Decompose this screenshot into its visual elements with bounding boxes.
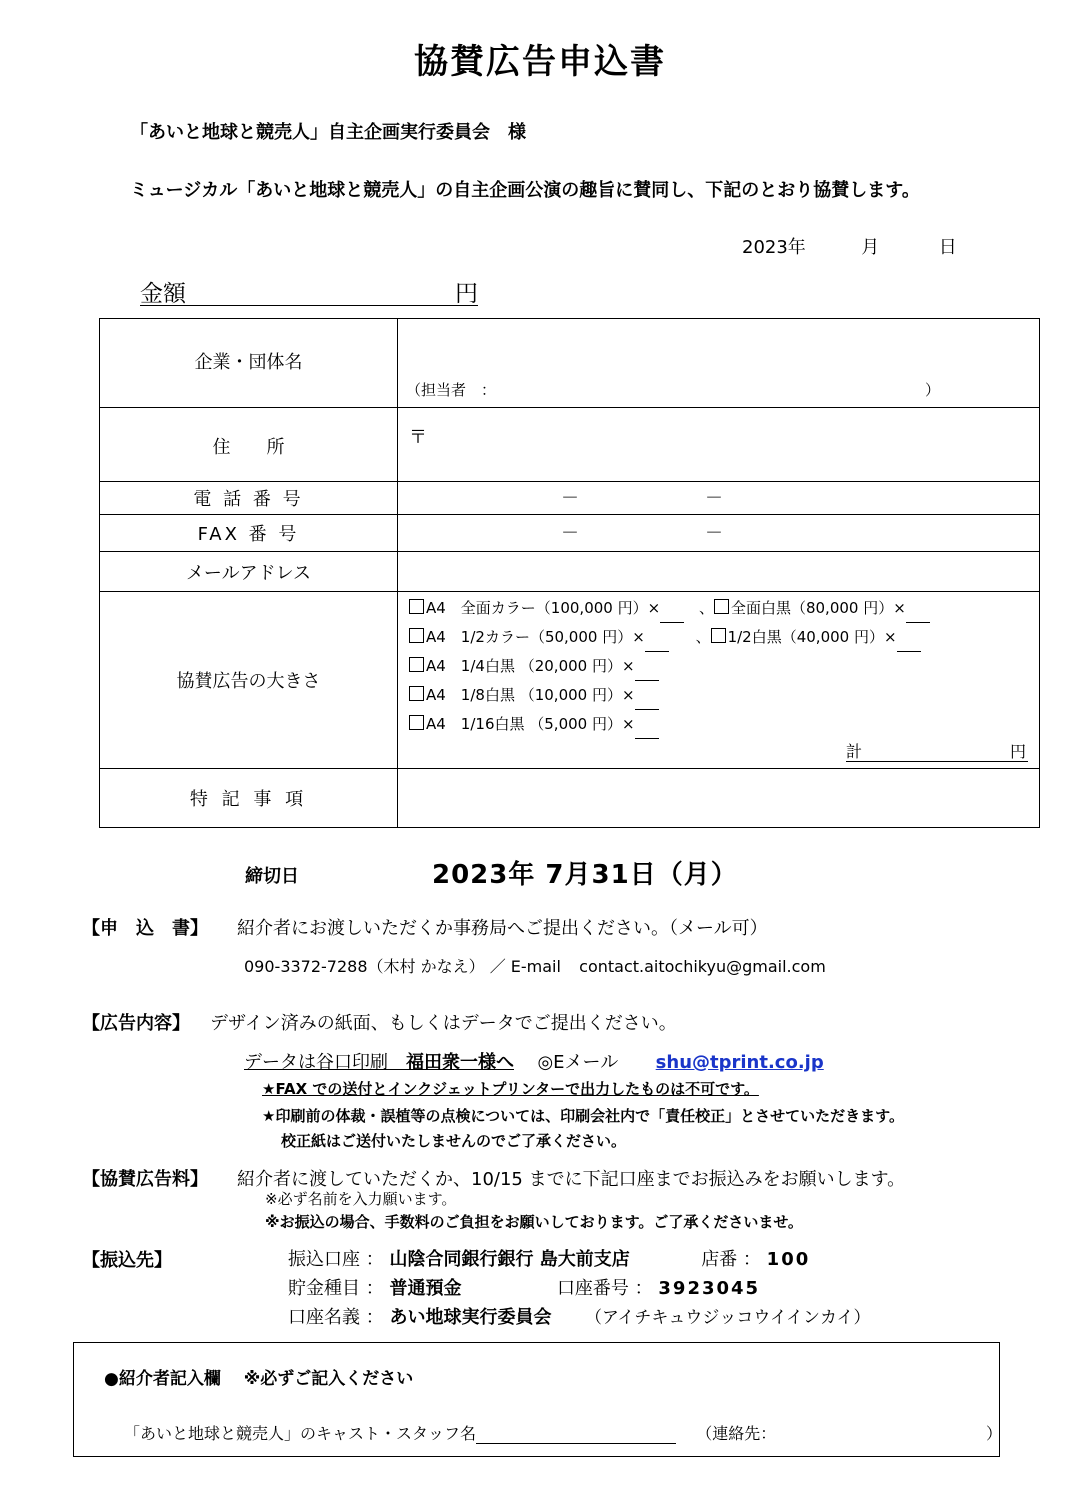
checkbox-icon[interactable] xyxy=(714,599,729,614)
checkbox-icon[interactable] xyxy=(409,715,424,730)
size-option-label: A4 全面カラー（100,000 円）× xyxy=(426,599,661,617)
fax-label: FAX 番 号 xyxy=(197,524,300,545)
remarks-label: 特 記 事 項 xyxy=(189,789,308,810)
total-unit: 円 xyxy=(1009,742,1026,761)
fee-note-2: ※お振込の場合、手数料のご負担をお願いしております。ご了承くださいませ。 xyxy=(265,1213,803,1231)
data-to-prefix: データは谷口印刷 福田衆一様へ xyxy=(244,1052,514,1073)
note-proof-2: 校正紙はご送付いたしませんのでご了承ください。 xyxy=(281,1132,627,1150)
account-type: 普通預金 xyxy=(389,1278,462,1299)
checkbox-icon[interactable] xyxy=(711,628,726,643)
referrer-title: ●紹介者記入欄 ※必ずご記入ください xyxy=(104,1369,414,1389)
contact-prefix: （連絡先： xyxy=(696,1424,777,1443)
email-field[interactable] xyxy=(398,552,1040,592)
amount-field[interactable] xyxy=(140,275,478,306)
size-option-label: 全面白黒（80,000 円）× xyxy=(730,599,906,617)
phone-label: 電 話 番 号 xyxy=(193,489,304,510)
address-field[interactable] xyxy=(398,408,1040,482)
fax-field[interactable] xyxy=(398,515,1040,552)
fax-dash-1: － xyxy=(561,523,579,544)
fax-dash-2: － xyxy=(705,523,723,544)
printer-email-link[interactable]: shu@tprint.co.jp xyxy=(655,1052,824,1073)
application-head: 【申 込 書】 xyxy=(82,918,208,939)
company-field[interactable] xyxy=(398,319,1040,408)
ad-content-text: デザイン済みの紙面、もしくはデータでご提出ください。 xyxy=(210,1013,677,1034)
email-prefix: ◎Eメール xyxy=(537,1052,619,1073)
quantity-blank[interactable] xyxy=(635,724,659,739)
addressee: 「あいと地球と競売人」自主企画実行委員会 様 xyxy=(130,122,526,143)
referrer-box xyxy=(73,1342,1003,1457)
size-option-row xyxy=(398,652,1039,681)
referrer-row xyxy=(124,1421,776,1444)
transfer-row-1 xyxy=(288,1245,810,1271)
transfer-row-2 xyxy=(288,1274,760,1300)
fax-label-cell xyxy=(100,515,398,552)
application-contact xyxy=(244,954,826,977)
date-day: 日 xyxy=(938,237,957,258)
note-fax: ★FAX での送付とインクジェットプリンターで出力したものは不可です。 xyxy=(262,1080,759,1098)
checkbox-icon[interactable] xyxy=(409,657,424,672)
size-option-label: A4 1/16白黒 （5,000 円）× xyxy=(426,715,635,733)
checkbox-icon[interactable] xyxy=(409,628,424,643)
size-label: 協賛広告の大きさ xyxy=(176,671,321,692)
size-option-row xyxy=(398,594,1039,623)
company-label: 企業・団体名 xyxy=(194,352,303,373)
deadline-value: 2023年 7月31日（月） xyxy=(432,860,738,890)
size-label-cell xyxy=(100,592,398,769)
address-label-cell xyxy=(100,408,398,482)
quantity-blank[interactable] xyxy=(645,637,669,652)
branch-number: 100 xyxy=(766,1249,811,1270)
account-holder-kana: （アイチキュウジッコウイインカイ） xyxy=(584,1308,871,1328)
remarks-label-cell xyxy=(100,769,398,828)
deadline-label: 締切日 xyxy=(245,866,299,887)
size-option-label: A4 1/2カラー（50,000 円）× xyxy=(426,628,645,646)
contact-suffix: ） xyxy=(986,1424,1003,1443)
address-label: 住 所 xyxy=(212,436,285,458)
checkbox-icon[interactable] xyxy=(409,686,424,701)
remarks-field[interactable] xyxy=(398,769,1040,828)
cast-label: 「あいと地球と競売人」のキャスト・スタッフ名 xyxy=(124,1424,477,1443)
contact-person-suffix: ） xyxy=(925,381,941,399)
separator: 、 xyxy=(695,628,711,646)
phone-field[interactable] xyxy=(398,482,1040,515)
quantity-blank[interactable] xyxy=(897,637,921,652)
data-submission-line xyxy=(244,1048,824,1074)
size-options-cell xyxy=(398,592,1040,769)
data-to-name: 福田衆一様へ xyxy=(406,1052,514,1073)
size-option-row xyxy=(398,681,1039,710)
transfer-row-3 xyxy=(288,1303,871,1329)
note-proof: ★印刷前の体裁・誤植等の点検については、印刷会社内で「責任校正」とさせていただきます。 xyxy=(262,1107,904,1125)
fee-note-1: ※必ず名前を入力願います。 xyxy=(265,1190,457,1208)
size-option-row xyxy=(398,623,1039,652)
contact-person-prefix: （担当者 ： xyxy=(406,381,497,399)
account-holder: あい地球実行委員会 xyxy=(389,1307,552,1328)
email-label: メールアドレス xyxy=(185,562,312,584)
holder-label: 口座名義 ： xyxy=(288,1307,384,1328)
application-form-table xyxy=(99,318,1040,828)
account-number: 3923045 xyxy=(658,1278,761,1299)
size-option-row xyxy=(398,710,1039,739)
checkbox-icon[interactable] xyxy=(409,599,424,614)
date-year: 2023年 xyxy=(742,237,806,258)
account-label: 振込口座 ： xyxy=(288,1249,384,1270)
phone-label-cell xyxy=(100,482,398,515)
application-phone: 090-3372-7288（木村 かなえ） ／ E-mail xyxy=(244,957,561,976)
intro-text: ミュージカル「あいと地球と競売人」の自主企画公演の趣旨に賛同し、下記のとおり協賛します。 xyxy=(130,180,920,201)
amount-label: 金額 xyxy=(140,281,186,307)
contact-field[interactable] xyxy=(776,1421,981,1441)
type-label: 貯金種目 ： xyxy=(288,1278,384,1299)
ad-content-head: 【広告内容】 xyxy=(82,1013,190,1034)
quantity-blank[interactable] xyxy=(635,666,659,681)
size-option-label: A4 1/8白黒 （10,000 円）× xyxy=(426,686,635,704)
quantity-blank[interactable] xyxy=(906,608,930,623)
cast-name-field[interactable] xyxy=(476,1425,676,1444)
quantity-blank[interactable] xyxy=(635,695,659,710)
page-title: 協賛広告申込書 xyxy=(414,42,666,82)
application-email[interactable]: contact.aitochikyu@gmail.com xyxy=(579,957,826,976)
date-line xyxy=(742,233,957,259)
fee-text: 紹介者に渡していただくか、10/15 までに下記口座までお振込みをお願いします。 xyxy=(237,1169,906,1190)
separator: 、 xyxy=(698,599,714,617)
postal-mark: 〒 xyxy=(409,427,427,448)
date-month: 月 xyxy=(861,237,880,258)
size-option-label: A4 1/4白黒 （20,000 円）× xyxy=(426,657,635,675)
quantity-blank[interactable] xyxy=(660,608,684,623)
email-label-cell xyxy=(100,552,398,592)
phone-dash-2: － xyxy=(705,488,723,509)
branch-label: 店番 ： xyxy=(701,1249,761,1270)
company-label-cell xyxy=(100,319,398,408)
amount-unit: 円 xyxy=(455,281,478,307)
application-text: 紹介者にお渡しいただくか事務局へご提出ください。（メール可） xyxy=(237,918,768,939)
transfer-head: 【振込先】 xyxy=(82,1250,172,1271)
total-field[interactable] xyxy=(846,739,1028,762)
number-label: 口座番号 ： xyxy=(556,1278,653,1299)
total-label: 計 xyxy=(846,742,863,761)
size-option-label: 1/2白黒（40,000 円）× xyxy=(727,628,897,646)
bank-name: 山陰合同銀行銀行 島大前支店 xyxy=(389,1249,630,1270)
fee-head: 【協賛広告料】 xyxy=(82,1169,208,1190)
phone-dash-1: － xyxy=(561,488,579,509)
